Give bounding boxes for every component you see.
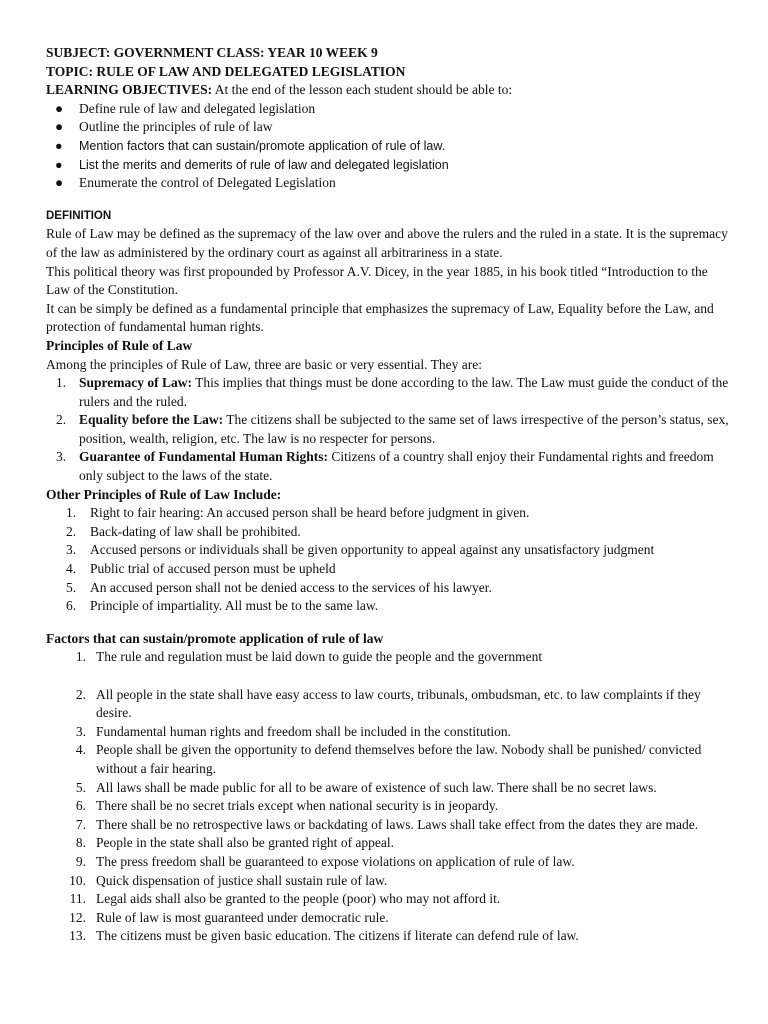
list-item [46, 723, 734, 742]
list-text: Legal aids shall also be granted to the people (poor) who may not afford it. [96, 891, 501, 907]
list-text: There shall be no secret trials except when national security is in jeopardy. [96, 798, 499, 814]
list-item [46, 890, 734, 909]
principle-title: Supremacy of Law: [79, 375, 192, 391]
principles-list [46, 374, 734, 486]
definition-paragraph: This political theory was first propounded by Professor A.V. Dicey, in the year 1885, in his book titled “Introduction to the Law of the Constitution. [46, 263, 708, 298]
list-number: 5. [66, 579, 77, 595]
list-text: Public trial of accused person must be upheld [90, 561, 336, 577]
principle-title: Guarantee of Fundamental Human Rights: [79, 449, 329, 465]
list-number: 12. [69, 909, 86, 925]
objectives-label: LEARNING OBJECTIVES: [46, 82, 213, 98]
factors-heading: Factors that can sustain/promote application of rule of law [46, 630, 384, 646]
list-item [46, 523, 734, 542]
principles-heading: Principles of Rule of Law [46, 337, 193, 353]
list-number: 5. [75, 779, 86, 795]
list-item [46, 686, 734, 723]
list-number: 7. [75, 816, 86, 832]
list-text: Accused persons or individuals shall be given opportunity to appeal against any unsatisfactory judgment [90, 542, 655, 558]
list-number: 10. [69, 872, 86, 888]
list-item [46, 909, 734, 928]
list-item [46, 411, 734, 448]
objectives-list [46, 100, 734, 193]
list-number: 4. [66, 561, 77, 577]
other-principles-heading: Other Principles of Rule of Law Include: [46, 486, 282, 502]
list-text: Right to fair hearing: An accused person shall be heard before judgment in given. [90, 505, 530, 521]
list-number: 13. [69, 928, 86, 944]
principles-intro: Among the principles of Rule of Law, three are basic or very essential. They are: [46, 356, 482, 372]
list-text: People in the state shall also be granted right of appeal. [96, 835, 395, 851]
objectives-intro: At the end of the lesson each student should be able to: [212, 82, 513, 98]
list-item [46, 597, 734, 616]
bullet-icon: ● [55, 157, 63, 172]
list-item [46, 741, 734, 778]
list-number: 2. [66, 523, 77, 539]
list-number: 6. [66, 598, 77, 614]
list-text: The rule and regulation must be laid down to guide the people and the government [96, 649, 543, 665]
list-number: 2. [56, 412, 67, 428]
topic-line: TOPIC: RULE OF LAW AND DELEGATED LEGISLATION [46, 63, 406, 79]
list-text: The press freedom shall be guaranteed to expose violations on application of rule of law. [96, 853, 575, 869]
list-number: 9. [75, 853, 86, 869]
list-item [46, 118, 734, 137]
list-spacer [46, 667, 734, 686]
list-number: 1. [66, 505, 77, 521]
list-item [46, 797, 734, 816]
bullet-icon: ● [55, 100, 64, 116]
objective-text: Outline the principles of rule of law [79, 119, 273, 135]
objective-text: Mention factors that can sustain/promote application of rule of law. [79, 138, 446, 153]
factors-list [46, 648, 734, 946]
list-number: 2. [75, 686, 86, 702]
list-number: 3. [75, 723, 86, 739]
list-item [46, 541, 734, 560]
other-principles-list [46, 504, 734, 616]
list-text: There shall be no retrospective laws or backdating of laws. Laws shall take effect from the dates they are made. [96, 816, 699, 832]
list-item [46, 374, 734, 411]
list-text: Principle of impartiality. All must be to the same law. [90, 598, 379, 614]
bullet-icon: ● [55, 138, 63, 153]
list-number: 3. [66, 542, 77, 558]
list-item [46, 137, 734, 156]
list-text: All people in the state shall have easy access to law courts, tribunals, ombudsman, etc. to law complaints if they desire. [96, 686, 701, 721]
list-number: 11. [69, 891, 86, 907]
list-number: 1. [56, 375, 67, 391]
definition-heading: DEFINITION [46, 209, 112, 222]
list-number: 4. [75, 742, 86, 758]
principle-text: This implies that things must be done according to the law. The Law must guide the conduct of the rulers and the ruled. [79, 375, 729, 409]
list-item [46, 174, 734, 193]
list-number: 6. [75, 798, 86, 814]
list-number: 8. [75, 835, 86, 851]
list-text: Back-dating of law shall be prohibited. [90, 523, 301, 539]
list-item [46, 816, 734, 835]
bullet-icon: ● [55, 119, 64, 135]
list-number: 1. [75, 649, 86, 665]
list-item [46, 504, 734, 523]
bullet-icon: ● [55, 175, 64, 191]
list-number: 3. [56, 449, 67, 465]
list-text: An accused person shall not be denied access to the services of his lawyer. [90, 579, 492, 595]
objective-text: Define rule of law and delegated legislation [79, 100, 316, 116]
list-text: The citizens must be given basic education. The citizens if literate can defend rule of law. [96, 928, 579, 944]
list-item [46, 579, 734, 598]
list-text: Quick dispensation of justice shall sustain rule of law. [96, 872, 388, 888]
list-text: Rule of law is most guaranteed under democratic rule. [96, 909, 389, 925]
objective-text: List the merits and demerits of rule of law and delegated legislation [79, 157, 449, 172]
list-text: People shall be given the opportunity to defend themselves before the law. Nobody shall be punished/ convicted without a fair hearing. [96, 742, 702, 776]
list-text: All laws shall be made public for all to be aware of existence of such law. There shall be no secret laws. [96, 779, 657, 795]
document-page [46, 44, 734, 946]
list-item [46, 853, 734, 872]
list-item [46, 927, 734, 946]
list-item [46, 648, 734, 667]
definition-paragraph: It can be simply be defined as a fundamental principle that emphasizes the supremacy of Law, Equality before the Law, and protection of fundamental human rights. [46, 300, 714, 335]
principle-text: Citizens of a country shall enjoy their Fundamental rights and freedom only subject to the laws of the state. [79, 449, 714, 484]
list-item [46, 872, 734, 891]
objectives-line [46, 81, 734, 100]
principle-text: The citizens shall be subjected to the same set of laws irrespective of the person’s status, sex, position, wealth, religion, etc. The law is no respecter for persons. [79, 412, 729, 446]
list-item [46, 779, 734, 798]
list-item [46, 560, 734, 579]
list-text: Fundamental human rights and freedom shall be included in the constitution. [96, 723, 512, 739]
list-item [46, 834, 734, 853]
list-item [46, 100, 734, 119]
list-item [46, 448, 734, 485]
principle-title: Equality before the Law: [79, 412, 224, 428]
list-item [46, 156, 734, 175]
definition-paragraph: Rule of Law may be defined as the supremacy of the law over and above the rulers and the ruled in a state. It is the supremacy of the law as administered by the ordinary court as against all arbitrariness in a state. [46, 226, 728, 260]
objective-text: Enumerate the control of Delegated Legislation [79, 175, 336, 191]
subject-line: SUBJECT: GOVERNMENT CLASS: YEAR 10 WEEK 9 [46, 45, 378, 60]
